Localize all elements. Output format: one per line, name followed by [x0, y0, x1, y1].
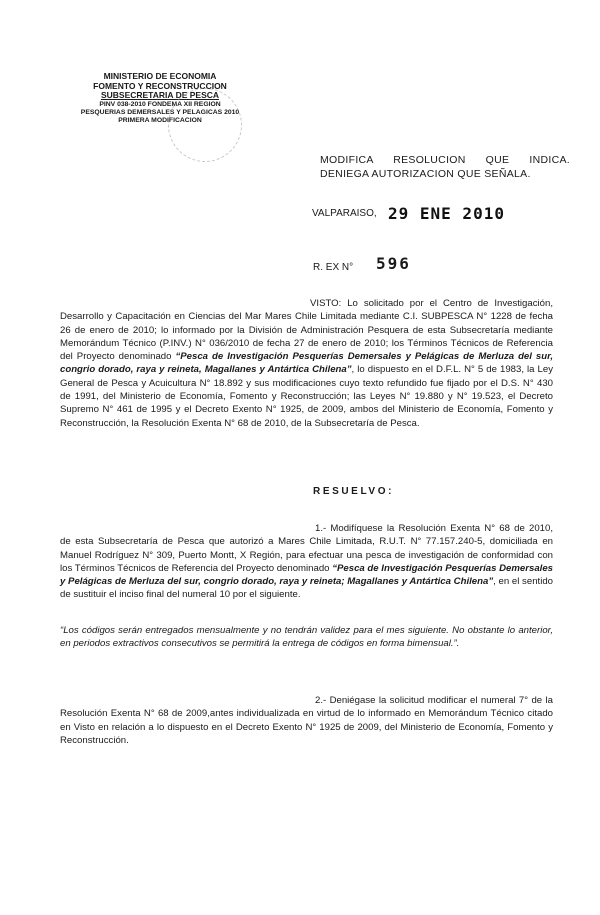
ministry-line-2: FOMENTO Y RECONSTRUCCION	[93, 80, 227, 91]
reference-line-1: PINV 038-2010 FONDEMA XII REGION	[99, 100, 221, 108]
point-1-text-a: 1.- Modifíquese la Resolución Exenta N° 68 de 2010, de esta Subsecretaría de Pesca que autorizó a Mares Chile Limitada, R.U.T. N° 77.157.240-5, domiciliada en Manuel Rodríguez N° 309, Puerto Montt, X Región, para efectuar una pesca de investigación de conformidad con los Términos Técnicos de Referencia del Proyecto denominado	[60, 523, 553, 574]
visto-text-a: Lo solicitado por el Centro de Investigación, Desarrollo y Capacitación en Ciencias del Mar Mares Chile Limitada mediante C.I. SUBPESCA N° 1228 de fecha 26 de enero de 2010; lo informado por la División de Administración Pesquera de esta Subsecretaría mediante Memorándum Técnico (P.INV.) N° 036/2010 de fecha 27 de enero de 2010; los Términos Técnicos de Referencia del Proyecto denominado	[60, 298, 553, 363]
point-1-project-name: “Pesca de Investigación Pesquerías Demersales y Pelágicas de Merluza del sur, congrio dorado, raya y reineta; Magallanes y Antártica Chilena”	[60, 562, 553, 588]
resolution-number: 596	[376, 254, 411, 273]
reference-line-2: PESQUERIAS DEMERSALES Y PELAGICAS 2010	[80, 108, 240, 116]
point-1-text-b: , en el sentido de sustituir el inciso final del numeral 10 por el siguiente.	[60, 576, 553, 601]
visto-lead: VISTO:	[310, 298, 342, 309]
visto-project-name: “Pesca de Investigación Pesquerías Demersales y Pelágicas de Merluza del sur, congrio dorado, raya y reineta, Magallanes y Antártica Chilena”	[60, 351, 553, 376]
resuelvo-heading: RESUELVO:	[313, 486, 394, 497]
visto-text-b: , lo dispuesto en el D.F.L. N° 5 de 1983, la Ley General de Pesca y Acuicultura N° 18.892 y sus modificaciones cuyo texto refundido fue fijado por el D.S. N° 430 de 1991, del Ministerio de Economía, Fomento y Reconstrucción; las Leyes N° 19.880 y N° 19.523, el Decreto Supremo N° 461 de 1995 y el Decreto Exento N° 1925, de 2009, ambos del Ministerio de Economía, Fomento y Reconstrucción, la Resolución Exenta N° 68 de 2010, de la Subsecretaría de Pesca.	[60, 364, 554, 429]
quoted-clause: “Los códigos serán entregados mensualmente y no tendrán validez para el mes siguiente. No obstante lo anterior, en periodos extractivos consecutivos se permitirá la entrega de códigos en forma bimensual.”.	[60, 625, 553, 650]
point-1-paragraph	[60, 522, 553, 602]
resolution-label: R. EX N°	[313, 262, 354, 273]
visto-paragraph	[60, 297, 553, 430]
subsecretaria-line: SUBSECRETARIA DE PESCA	[100, 90, 220, 101]
document-subject: MODIFICA RESOLUCION QUE INDICA. DENIEGA AUTORIZACION QUE SEÑALA.	[320, 154, 570, 180]
ministry-line-1: MINISTERIO DE ECONOMIA	[103, 71, 217, 81]
point-2-paragraph	[60, 694, 553, 747]
point-2-text: 2.- Deniégase la solicitud modificar el numeral 7° de la Resolución Exenta N° 68 de 2009,antes individualizada en virtud de lo informado en Memorándum Técnico citado en Visto en relación a lo dispuesto en el Decreto Exento N° 1925 de 2009, del Ministerio de Economía, Fomento y Reconstrucción.	[60, 695, 553, 746]
reference-line-3: PRIMERA MODIFICACION	[118, 116, 202, 124]
place-label: VALPARAISO,	[312, 208, 377, 219]
official-seal-stamp	[168, 88, 242, 162]
date-stamp: 29 ENE 2010	[388, 204, 505, 223]
